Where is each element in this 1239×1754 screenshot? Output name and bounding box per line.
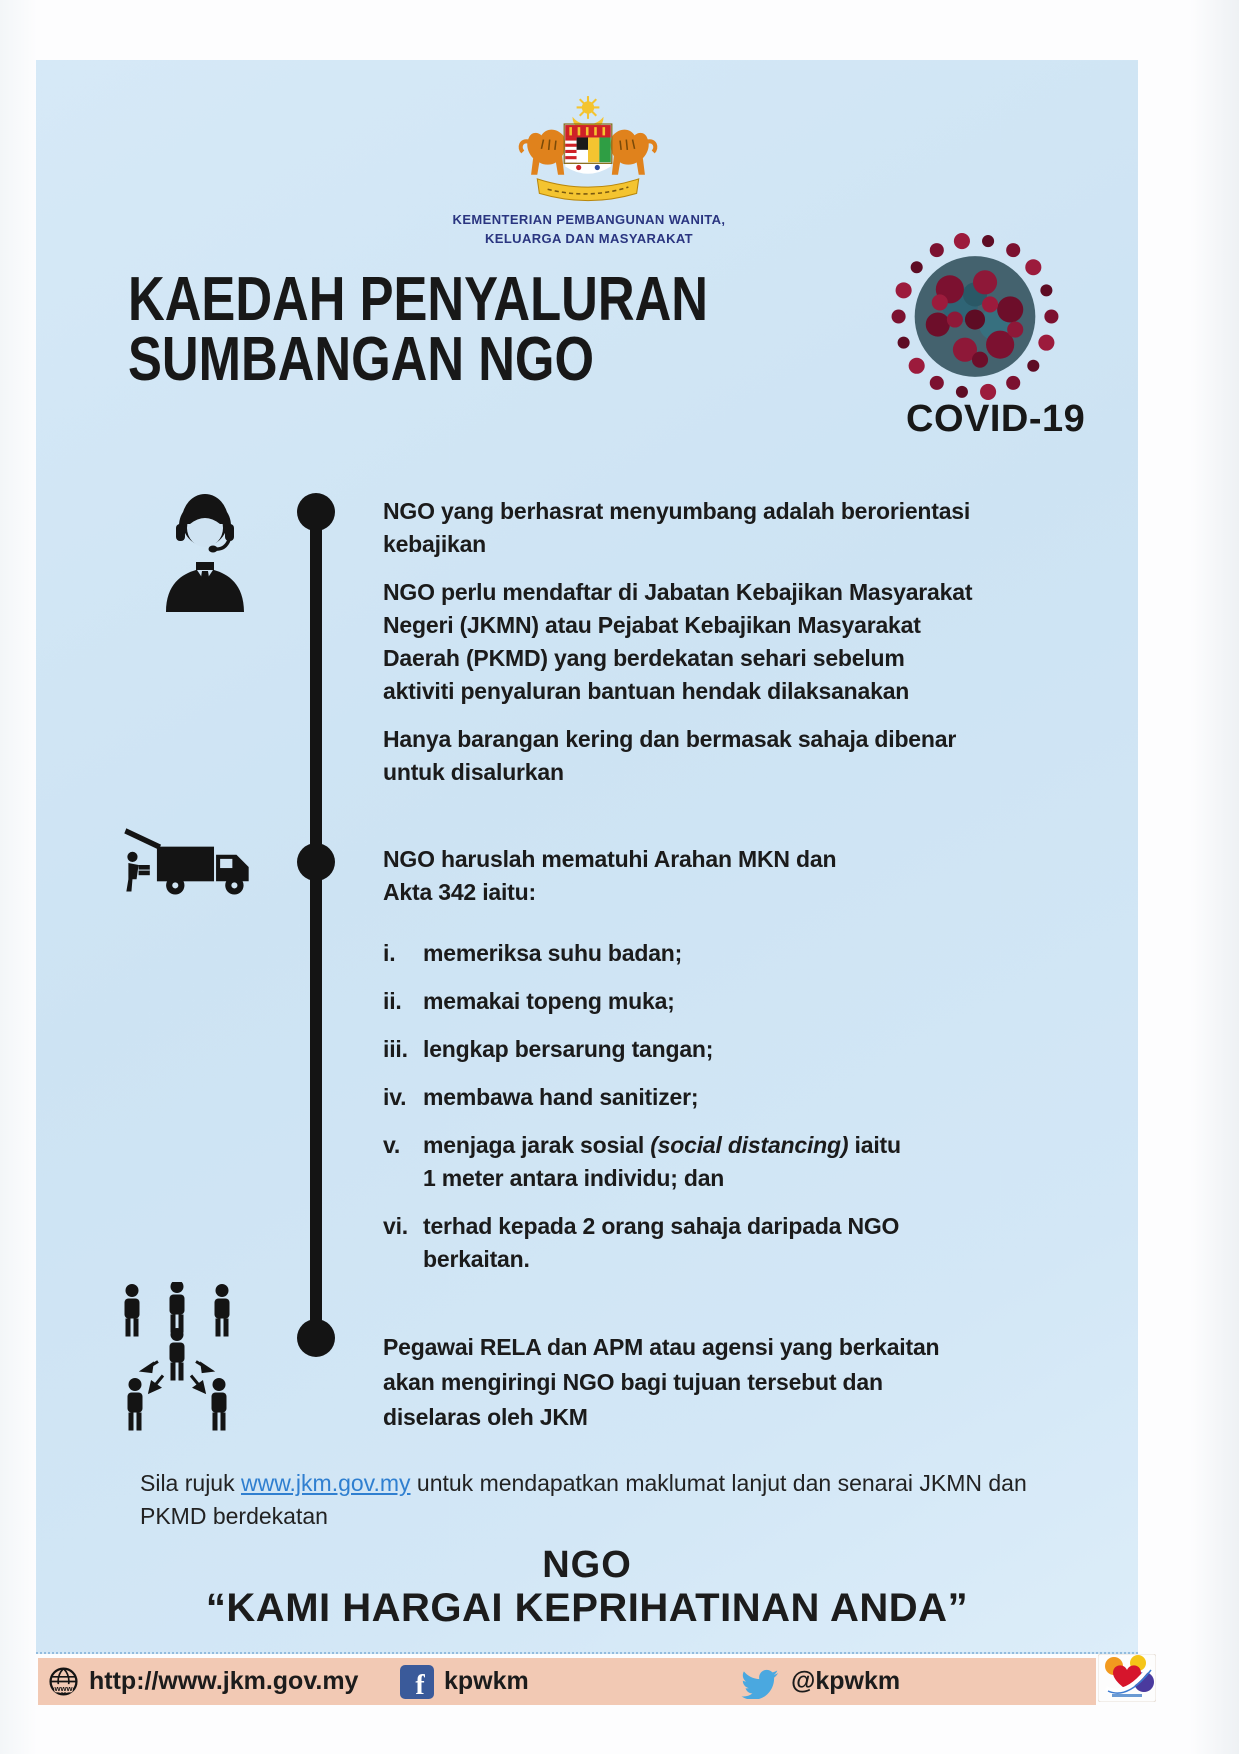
facebook-icon	[400, 1665, 434, 1699]
timeline-dot-3	[297, 1319, 335, 1357]
timeline-dot-2	[297, 843, 335, 881]
list-item: iv. membawa hand sanitizer;	[383, 1084, 699, 1110]
svg-text:f: f	[415, 1669, 425, 1699]
footer-facebook	[400, 1658, 529, 1705]
ministry-name-line2: KELUARGA DAN MASYARAKAT	[484, 231, 694, 246]
list-item: vi. terhad kepada 2 orang sahaja daripada NGO berkaitan.	[383, 1213, 900, 1272]
jkm-website-link[interactable]: www.jkm.gov.my	[240, 1470, 411, 1496]
closing-slogan: “KAMI HARGAI KEPRIHATINAN ANDA”	[205, 1586, 969, 1630]
paragraph: Hanya barangan kering dan bermasak sahaja dibenar untuk disalurkan	[383, 726, 957, 785]
step2-text	[383, 843, 901, 1291]
list-item: i. memeriksa suhu badan;	[383, 940, 683, 966]
ministry-name-line1: KEMENTERIAN PEMBANGUNAN WANITA,	[452, 212, 726, 227]
footer-website-url: http://www.jkm.gov.my	[89, 1667, 359, 1695]
svg-text:www: www	[54, 1683, 73, 1693]
malaysia-coat-of-arms-icon	[505, 94, 671, 212]
list-item: iii. lengkap bersarung tangan;	[383, 1036, 714, 1062]
delivery-truck-icon	[108, 820, 266, 910]
footer-website	[48, 1658, 358, 1705]
paragraph: NGO perlu mendaftar di Jabatan Kebajikan Masyarakat Negeri (JKMN) atau Pejabat Kebajikan Masyarakat Daerah (PKMD) yang berdekatan sehari sebelum aktiviti penyaluran bantuan hendak dilaksanakan	[383, 579, 973, 704]
step1-text	[383, 495, 972, 804]
footer-bar	[38, 1658, 1096, 1705]
footnote: Sila rujuk www.jkm.gov.my untuk mendapatkan maklumat lanjut dan senarai JKMN dan PKMD berdekatan	[140, 1470, 1027, 1529]
kpwkm-heart-logo	[1098, 1654, 1156, 1702]
people-distribution-icon	[110, 1282, 245, 1437]
timeline-line	[310, 512, 322, 1338]
globe-www-icon	[48, 1666, 79, 1697]
paragraph: NGO yang berhasrat menyumbang adalah berorientasi kebajikan	[383, 498, 971, 557]
timeline-dot-1	[297, 493, 335, 531]
coronavirus-icon	[878, 224, 1072, 410]
list-item: ii. memakai topeng muka;	[383, 988, 675, 1014]
call-operator-icon	[158, 484, 253, 612]
covid-19-label: COVID-19	[906, 398, 1086, 440]
list-item: v. menjaga jarak sosial (social distancing) iaitu 1 meter antara individu; dan	[383, 1132, 901, 1191]
step3-text: Pegawai RELA dan APM atau agensi yang berkaitan akan mengiringi NGO bagi tujuan tersebut dan diselaras oleh JKM	[383, 1334, 940, 1430]
twitter-bird-icon	[740, 1665, 781, 1699]
ministry-name	[389, 210, 789, 248]
closing-ngo: NGO	[542, 1544, 632, 1586]
page-title: KAEDAH PENYALURAN SUMBANGAN NGO	[128, 265, 709, 394]
footer-twitter	[740, 1658, 900, 1705]
step2-intro: NGO haruslah mematuhi Arahan MKN dan Akta 342 iaitu:	[383, 846, 837, 905]
footer-twitter-handle: @kpwkm	[791, 1667, 901, 1695]
footer-facebook-handle: kpwkm	[444, 1667, 529, 1695]
